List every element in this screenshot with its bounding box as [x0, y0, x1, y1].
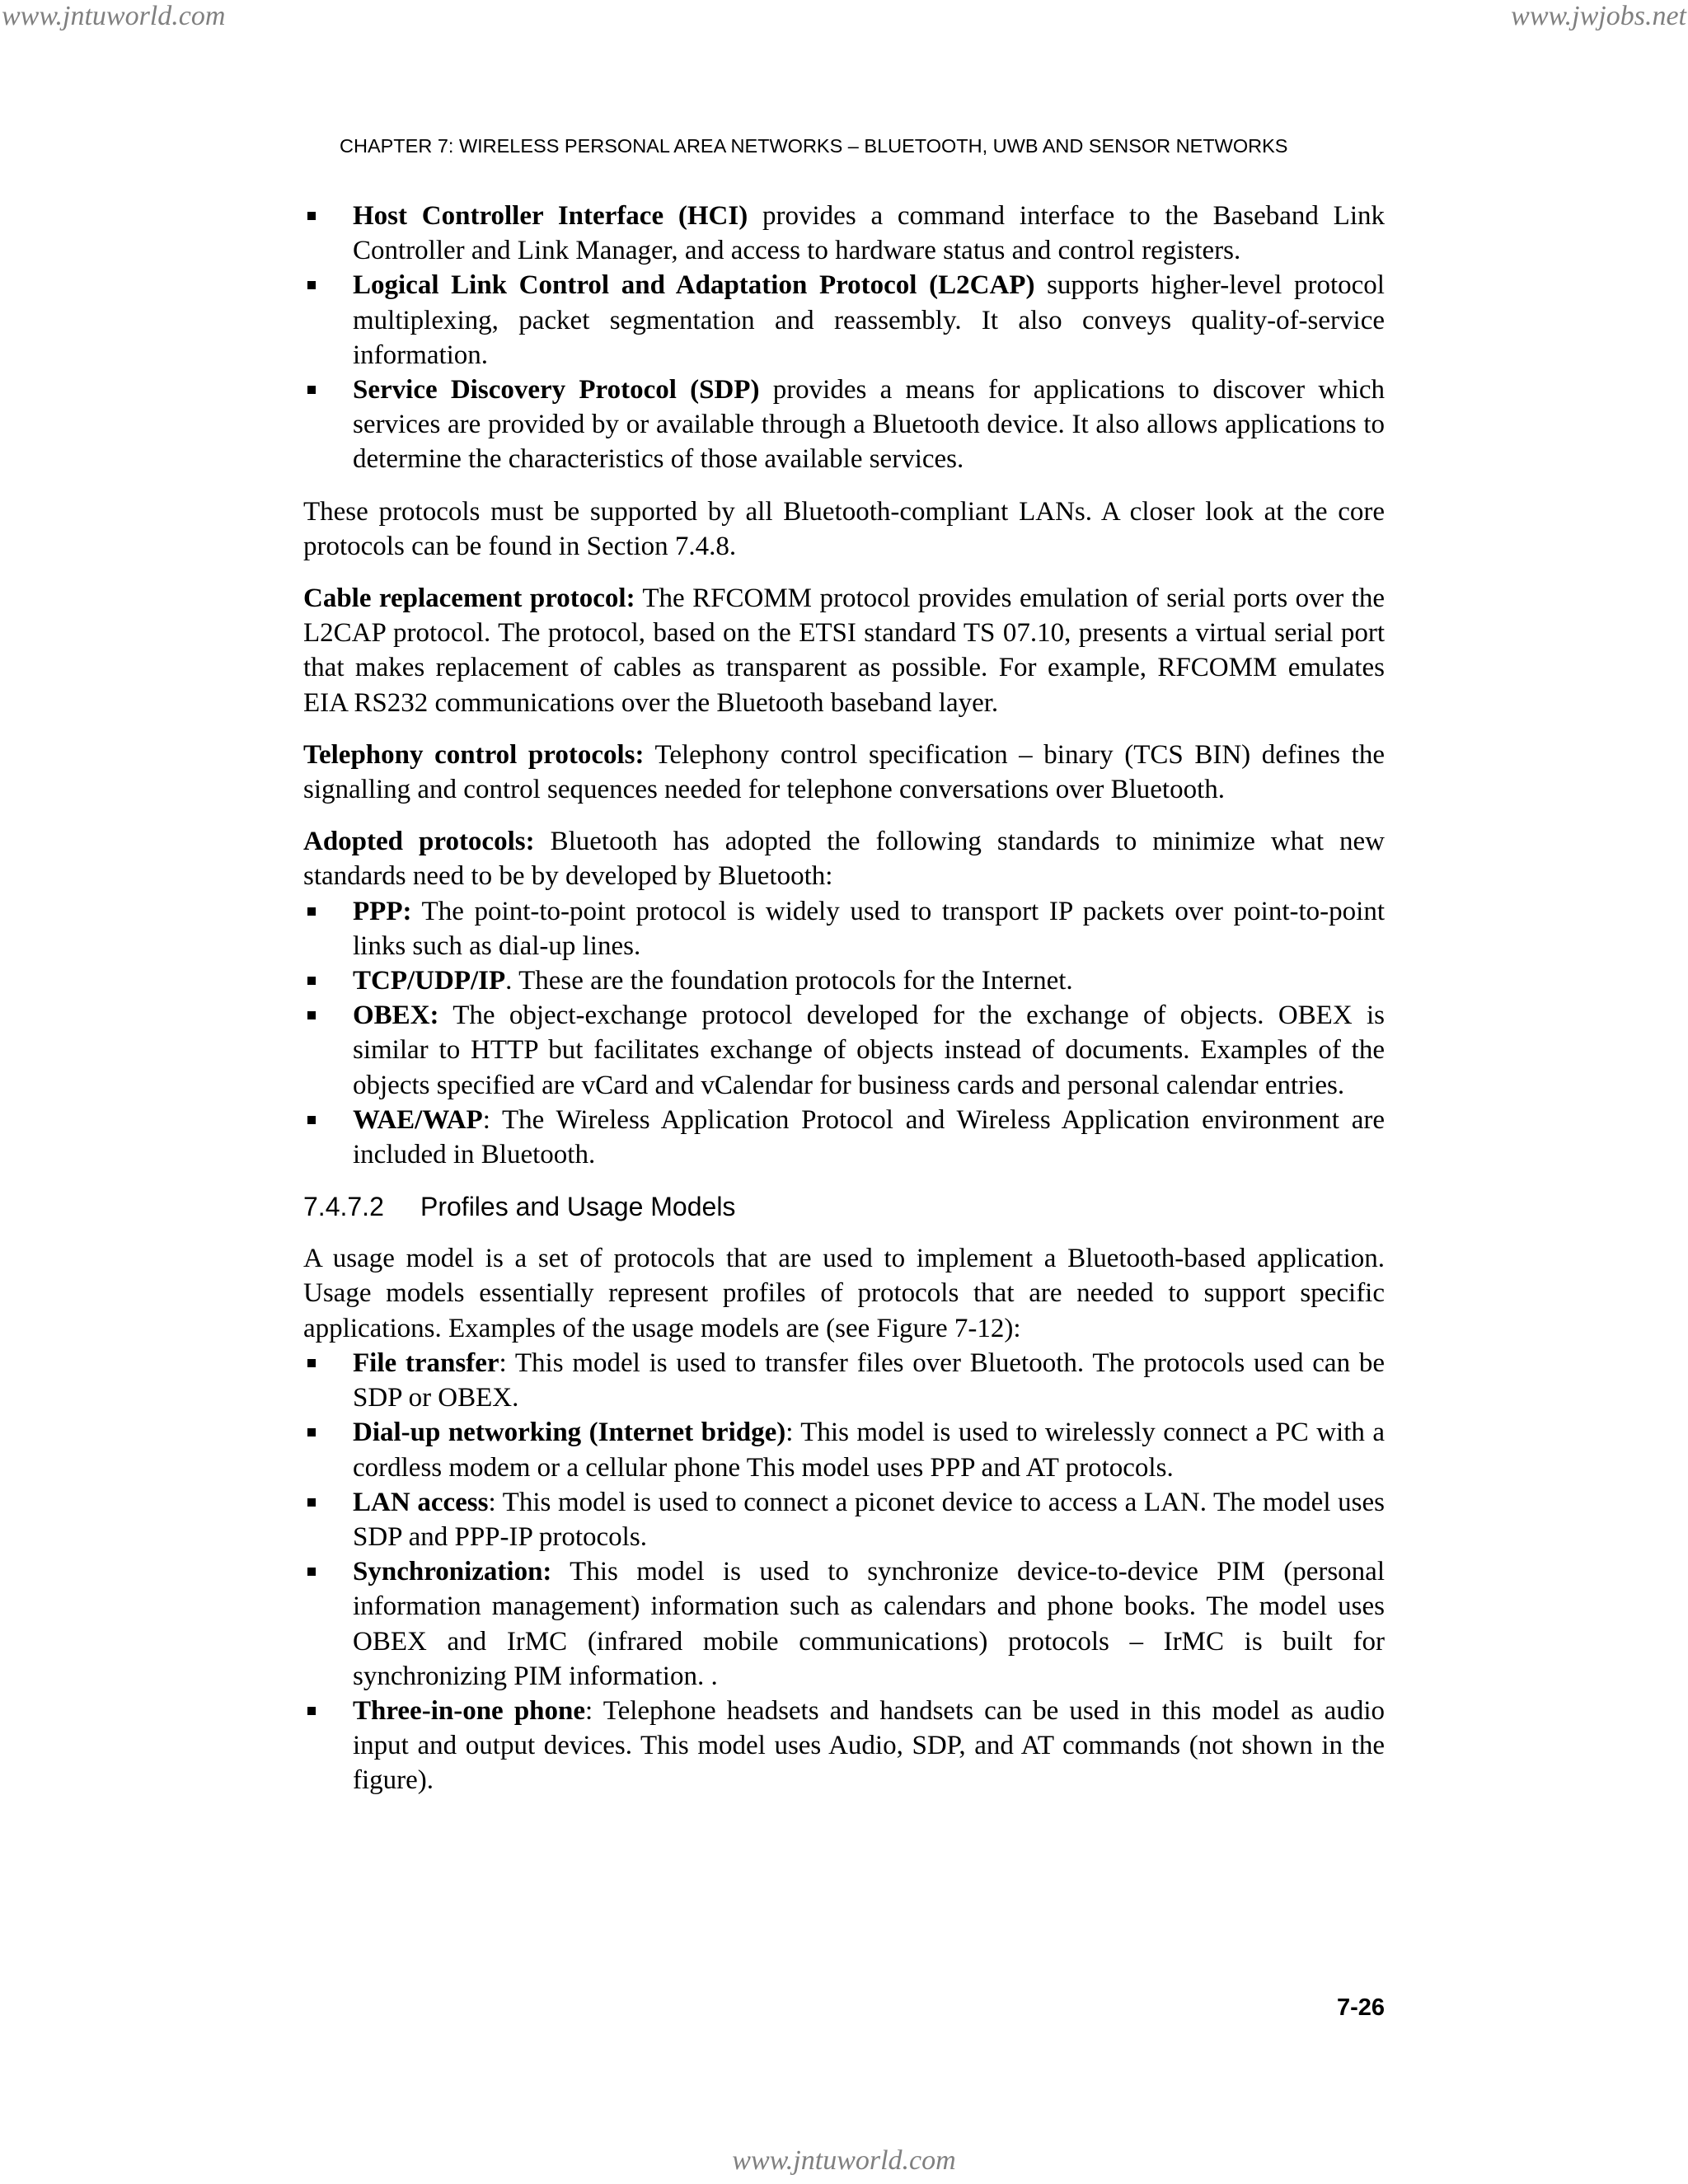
list-item: OBEX: The object-exchange protocol developed for the exchange of objects. OBEX is similar to HTTP but facilitates exchange of objects instead of documents. Examples of the objects specified are vCard and vCalendar for business cards and personal calendar entries.	[303, 998, 1385, 1103]
list-item: Three-in-one phone: Telephone headsets and handsets can be used in this model as audio input and output devices. This model uses Audio, SDP, and AT commands (not shown in the figure).	[303, 1694, 1385, 1798]
watermark-top-left: www.jntuworld.com	[2, 1, 226, 31]
paragraph-telephony-control: Telephony control protocols: Telephony control specification – binary (TCS BIN) defines the signalling and control sequences needed for telephone conversations over Bluetooth.	[303, 739, 1385, 805]
usage-model-list	[303, 1346, 1385, 1798]
paragraph-usage-models: A usage model is a set of protocols that are used to implement a Bluetooth-based application. Usage models essentially represent profiles of protocols that are needed to support specific applications. Examples of the usage models are (see Figure 7-12):	[303, 1244, 1385, 1343]
list-item: Logical Link Control and Adaptation Protocol (L2CAP) supports higher-level protocol multiplexing, packet segmentation and reassembly. It also conveys quality-of-service information.	[303, 268, 1385, 373]
core-protocol-list	[303, 199, 1385, 477]
paragraph-cable-replacement: Cable replacement protocol: The RFCOMM protocol provides emulation of serial ports over the L2CAP protocol. The protocol, based on the ETSI standard TS 07.10, presents a virtual serial port that makes replacement of cables as transparent as possible. For example, RFCOMM emulates EIA RS232 communications over the Bluetooth baseband layer.	[303, 583, 1385, 718]
list-item: Dial-up networking (Internet bridge): This model is used to wirelessly connect a PC with a cordless modem or a cellular phone This model uses PPP and AT protocols.	[303, 1415, 1385, 1484]
paragraph-core-protocols: These protocols must be supported by all Bluetooth-compliant LANs. A closer look at the core protocols can be found in Section 7.4.8.	[303, 496, 1385, 561]
page-content	[303, 199, 1385, 1816]
list-item: Host Controller Interface (HCI) provides a command interface to the Baseband Link Controller and Link Manager, and access to hardware status and control registers.	[303, 199, 1385, 268]
list-item: TCP/UDP/IP. These are the foundation protocols for the Internet.	[303, 963, 1385, 998]
page-number: 7-26	[1336, 1994, 1385, 2021]
adopted-protocol-list	[303, 894, 1385, 1173]
list-item: Synchronization: This model is used to synchronize device-to-device PIM (personal information management) information such as calendars and phone books. The model uses OBEX and IrMC (infrared mobile communications) protocols – IrMC is built for synchronizing PIM information. .	[303, 1554, 1385, 1694]
watermark-top-right: www.jwjobs.net	[1511, 1, 1686, 31]
watermark-bottom: www.jntuworld.com	[732, 2145, 956, 2176]
list-item: File transfer: This model is used to transfer files over Bluetooth. The protocols used can be SDP or OBEX.	[303, 1346, 1385, 1415]
running-header: CHAPTER 7: WIRELESS PERSONAL AREA NETWORKS – BLUETOOTH, UWB AND SENSOR NETWORKS	[340, 135, 1288, 157]
list-item: PPP: The point-to-point protocol is widely used to transport IP packets over point-to-point links such as dial-up lines.	[303, 894, 1385, 963]
list-item: LAN access: This model is used to connect a piconet device to access a LAN. The model uses SDP and PPP-IP protocols.	[303, 1485, 1385, 1554]
list-item: WAE/WAP: The Wireless Application Protocol and Wireless Application environment are included in Bluetooth.	[303, 1103, 1385, 1172]
section-number: 7.4.7.2	[303, 1192, 384, 1222]
list-item: Service Discovery Protocol (SDP) provides a means for applications to discover which services are provided by or available through a Bluetooth device. It also allows applications to determine the characteristics of those available services.	[303, 373, 1385, 477]
section-heading	[303, 1189, 1385, 1224]
section-title: Profiles and Usage Models	[420, 1192, 736, 1222]
paragraph-adopted-protocols: Adopted protocols: Bluetooth has adopted the following standards to minimize what new standards need to be by developed by Bluetooth:	[303, 827, 1385, 892]
